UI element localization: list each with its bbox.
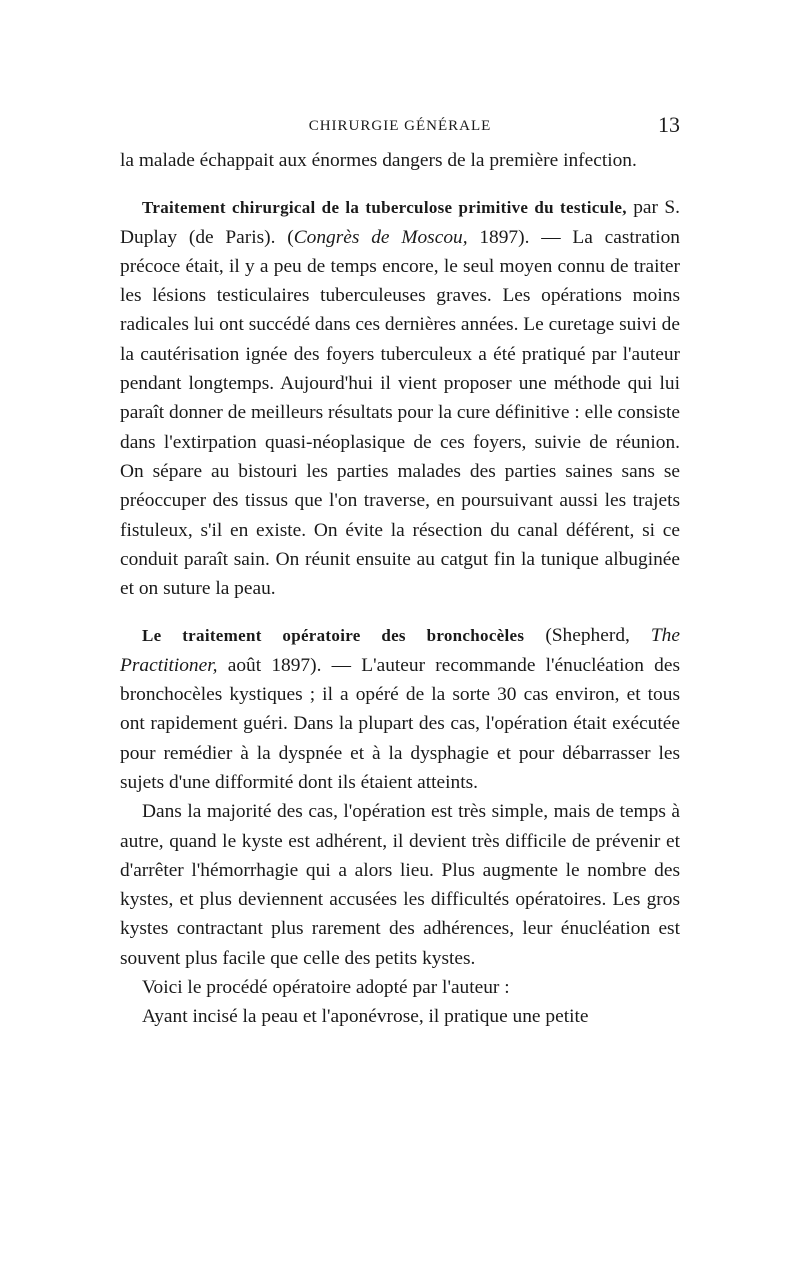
article-source: The Practitioner,	[120, 625, 680, 676]
article-body: — L'auteur recommande l'énucléation des bronchocèles kystiques ; il a opéré de la sorte 30 cas environ, et tous ont rapidement guéri. Dans la plupart des cas, l'opération était exécutée pour remédier à la dyspnée et à la dysphagie et pour débarrasser les sujets d'une difformité dont ils étaient atteints.	[120, 654, 680, 793]
article-year: 1897).	[467, 226, 530, 248]
article-tuberculose	[120, 193, 680, 603]
paragraph-incision: Ayant incisé la peau et l'aponévrose, il pratique une petite	[142, 1006, 589, 1028]
article-body: — La castration précoce était, il y a peu de temps encore, le seul moyen connu de traiter les lésions testiculaires tuberculeuses graves. Les opérations moins radicales lui ont succédé dans ces dernières années. Le curetage suivi de la cautérisation ignée des foyers tuberculeux a été pratiqué par l'auteur pendant longtemps. Aujourd'hui il vient proposer une méthode qui lui paraît donner de meilleurs résultats pour la cure définitive : elle consiste dans l'extirpation quasi-néoplasique de ces foyers, suivie de réunion. On sépare au bistouri les parties malades des parties saines sans se préoccuper des tissus que l'on traverse, en poursuivant aussi les trajets fistuleux, s'il en existe. On évite la résection du canal déférent, si ce conduit paraît sain. On réunit ensuite au catgut fin la tunique albuginée et on suture la peau.	[120, 226, 680, 600]
page-number: 13	[658, 112, 680, 137]
article-title: Traitement chirurgical de la tuberculose primitive du testicule,	[142, 198, 627, 218]
running-header	[120, 112, 680, 140]
paragraph-continuation: la malade échappait aux énormes dangers de la première infection.	[120, 150, 637, 171]
paragraph-majorite: Dans la majorité des cas, l'opération est très simple, mais de temps à autre, quand le kyste est adhérent, il devient très difficile de prévenir et d'arrêter l'hémorrhagie qui a alors lieu. Plus augmente le nombre des kystes, et plus deviennent accusées les difficultés opératoires. Les gros kystes contractant plus rarement des adhérences, leur énucléation est souvent plus facile que celle des petits kystes.	[120, 801, 680, 969]
running-title: CHIRURGIE GÉNÉRALE	[308, 118, 492, 134]
document-page	[120, 112, 680, 1032]
article-byline: (Shepherd,	[524, 625, 651, 647]
article-title: Le traitement opératoire des bronchocèles	[142, 626, 525, 646]
paragraph-procede: Voici le procédé opératoire adopté par l'auteur :	[142, 977, 510, 999]
article-bronchoceles	[120, 621, 680, 797]
article-date: août 1897).	[217, 654, 322, 676]
article-byline: par S. Duplay (de Paris). (	[120, 197, 681, 248]
article-source: Congrès de Moscou,	[293, 226, 468, 248]
